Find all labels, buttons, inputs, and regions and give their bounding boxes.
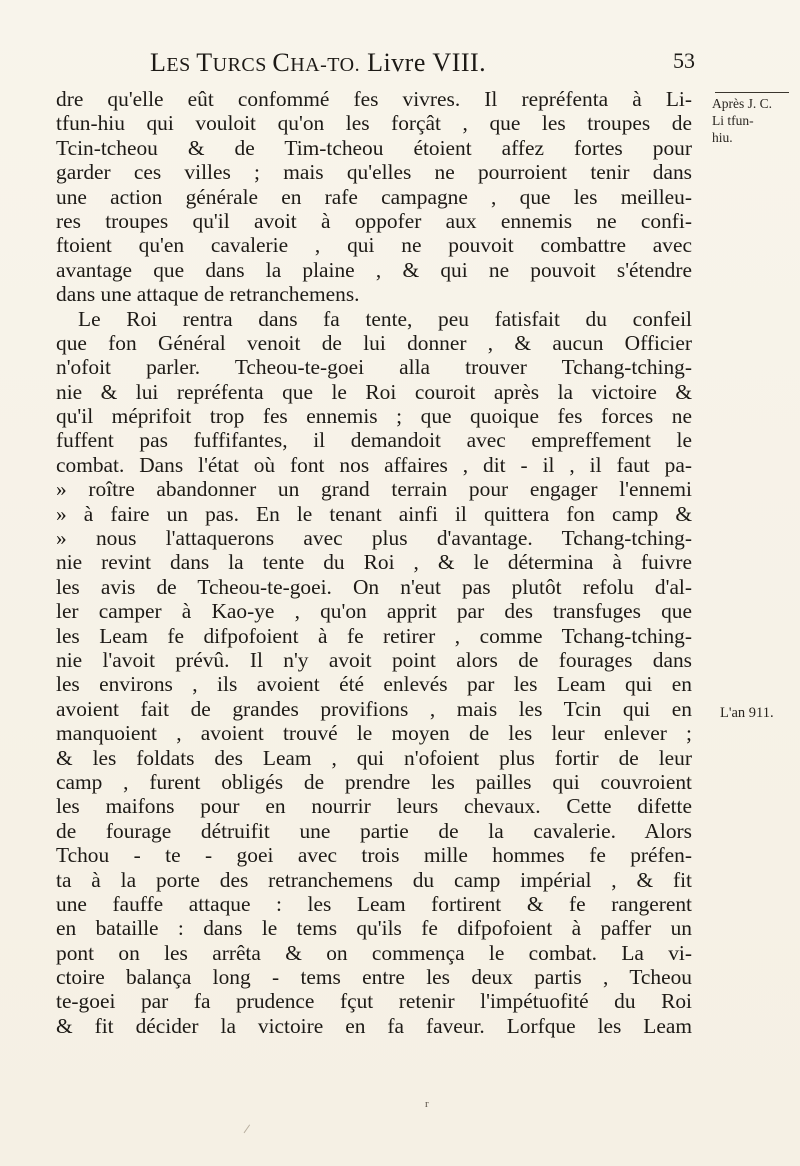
title-cap: L <box>150 48 167 77</box>
text-line: nie & lui repréfenta que le Roi couroit après la victoire & <box>56 379 692 404</box>
text-line: » roître abandonner un grand terrain pour engager l'ennemi <box>56 477 692 502</box>
title-cap: T <box>196 48 213 77</box>
text-line: les avis de Tcheou-te-goei. On n'eut pas plutôt refolu d'al- <box>56 574 692 599</box>
text-line: te-goei par fa prudence fçut retenir l'impétuofité du Roi <box>56 989 692 1014</box>
text-line: camp , furent obligés de prendre les pailles qui couvroient <box>56 769 692 794</box>
text-line: que fon Général venoit de lui donner , & aucun Officier <box>56 330 692 355</box>
text-line: manquoient , avoient trouvé le moyen de les leur enlever ; <box>56 721 692 746</box>
running-head <box>150 48 695 80</box>
text-line: les Leam fe difpofoient à fe retirer , comme Tchang-tching- <box>56 623 692 648</box>
text-line: les environs , ils avoient été enlevés par les Leam qui en <box>56 672 692 697</box>
margin-line: Après J. C. <box>712 96 772 111</box>
text-line: une action générale en rafe campagne , que les meilleu- <box>56 184 692 209</box>
text-line: tfun-hiu qui vouloit qu'on les forçât , que les troupes de <box>56 111 692 136</box>
text-line: en bataille : dans le tems qu'ils fe difpofoient à paffer un <box>56 916 692 941</box>
text-line: avantage que dans la plaine , & qui ne pouvoit s'étendre <box>56 257 692 282</box>
text-line: de fourage détruifit une partie de la cavalerie. Alors <box>56 818 692 843</box>
signature-mark: r <box>425 1098 429 1110</box>
title-small-caps: ES <box>166 54 197 76</box>
text-line: nie revint dans la tente du Roi , & le détermina à fuivre <box>56 550 692 575</box>
text-line: pont on les arrêta & on commença le combat. La vi- <box>56 940 692 965</box>
margin-line: Li tfun- <box>712 113 754 128</box>
body-text <box>56 87 692 1038</box>
margin-note-year: L'an 911. <box>720 705 774 721</box>
text-line: ctoire balança long - tems entre les deux partis , Tcheou <box>56 965 692 990</box>
page-mark <box>244 1124 254 1135</box>
text-line: garder ces villes ; mais qu'elles ne pourroient tenir dans <box>56 160 692 185</box>
title-small-caps: URCS <box>212 54 273 76</box>
text-line: dre qu'elle eût confommé fes vivres. Il repréfenta à Li- <box>56 87 692 111</box>
text-line: qu'il méprifoit trop fes ennemis ; que quoique fes forces ne <box>56 404 692 429</box>
margin-note-date <box>712 89 772 146</box>
text-line: Tcin-tcheou & de Tim-tcheou étoient affez fortes pour <box>56 135 692 160</box>
title-book: Livre VIII. <box>360 48 487 77</box>
text-line: nie l'avoit prévû. Il n'y avoit point alors de fourages dans <box>56 647 692 672</box>
text-line: » à faire un pas. En le tenant ainfi il quittera fon camp & <box>56 501 692 526</box>
title-cap: C <box>272 48 291 77</box>
margin-line: hiu. <box>712 130 733 145</box>
text-line: une fauffe attaque : les Leam fortirent & fe rangerent <box>56 891 692 916</box>
page-number: 53 <box>673 48 695 73</box>
running-title <box>150 48 486 78</box>
text-line: & les foldats des Leam , qui n'ofoient plus fortir de leur <box>56 745 692 770</box>
text-line: n'ofoit parler. Tcheou-te-goei alla trouver Tchang-tching- <box>56 355 692 380</box>
margin-rule <box>715 92 789 93</box>
text-line: Le Roi rentra dans fa tente, peu fatisfait du confeil <box>78 306 692 331</box>
text-line: fuffent pas fuffifantes, il demandoit avec empreffement le <box>56 428 692 453</box>
text-line: ta à la porte des retranchemens du camp impérial , & fit <box>56 867 692 892</box>
title-small-caps: HA-TO. <box>290 54 361 76</box>
text-line: avoient fait de grandes provifions , mais les Tcin qui en <box>56 696 692 721</box>
text-line: Tchou - te - goei avec trois mille hommes fe préfen- <box>56 843 692 868</box>
text-line: » nous l'attaquerons avec plus d'avantage. Tchang-tching- <box>56 526 692 551</box>
text-line: les maifons pour en nourrir leurs chevaux. Cette difette <box>56 794 692 819</box>
text-line: ler camper à Kao-ye , qu'on apprit par des transfuges que <box>56 599 692 624</box>
text-line: res troupes qu'il avoit à oppofer aux ennemis ne confi- <box>56 208 692 233</box>
text-line: combat. Dans l'état où font nos affaires , dit - il , il faut pa- <box>56 452 692 477</box>
text-line: dans une attaque de retranchemens. <box>56 282 360 307</box>
text-line: ftoient qu'en cavalerie , qui ne pouvoit combattre avec <box>56 233 692 258</box>
text-line: & fit décider la victoire en fa faveur. Lorfque les Leam <box>56 1013 692 1038</box>
